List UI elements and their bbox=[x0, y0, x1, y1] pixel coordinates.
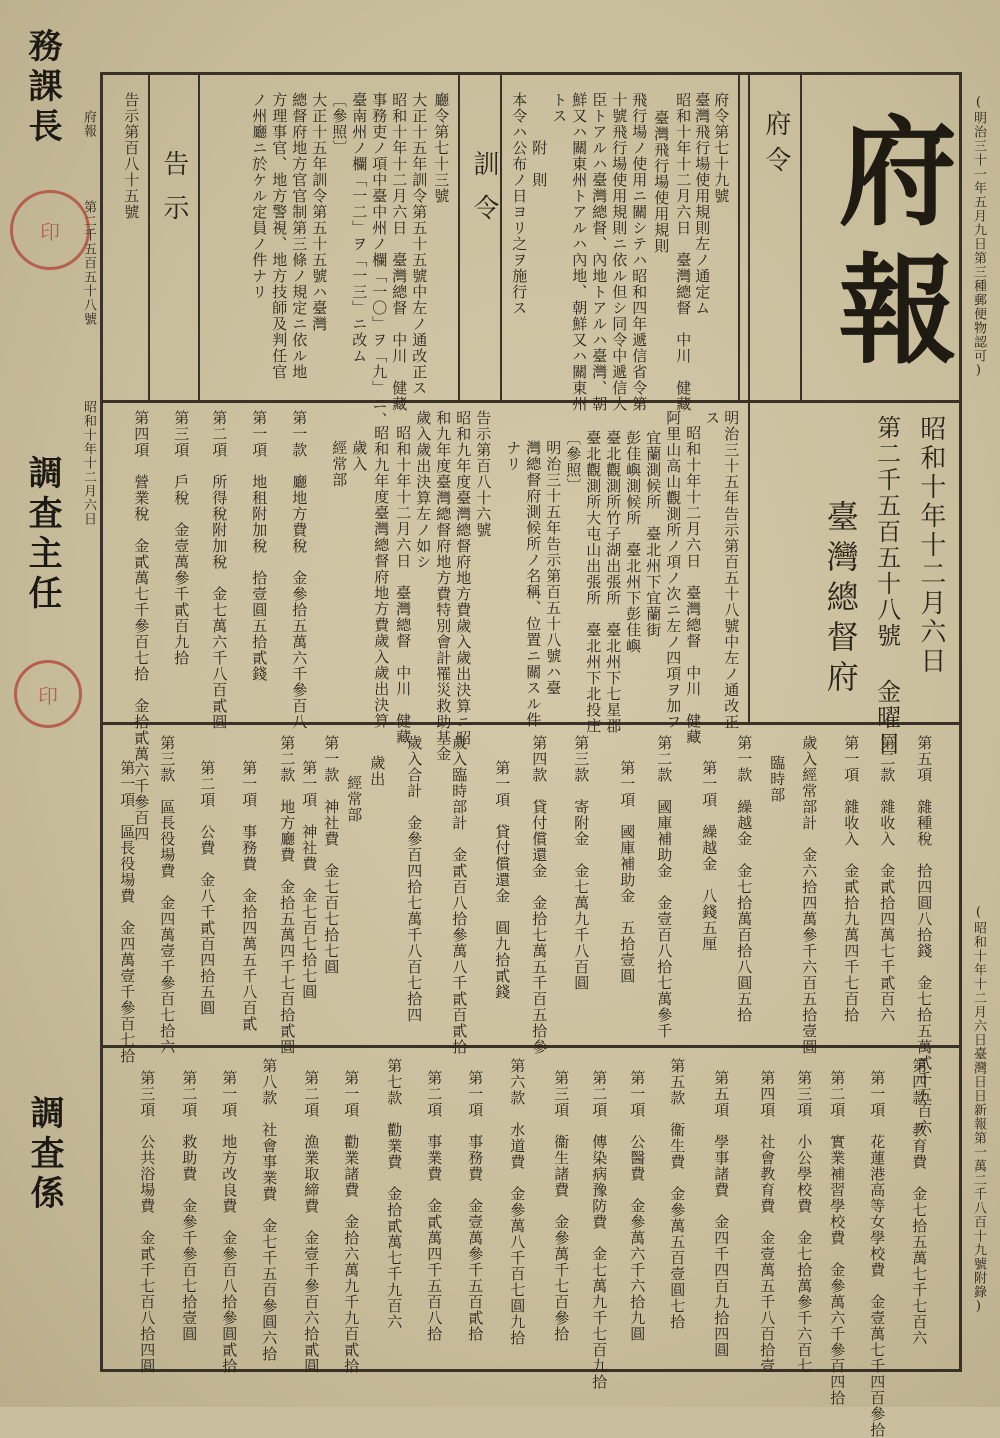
table-row: 第一款 繰越金 金七拾萬百拾八圓五拾 bbox=[735, 735, 754, 1023]
kunrei-col: 方理事官、地方警視、地方技師及判任官 bbox=[270, 92, 289, 380]
red-seal-top: 印 bbox=[10, 190, 90, 270]
table-row: 第一項 事務費 金拾四萬五千八百貳 bbox=[240, 760, 259, 1032]
notice186-col: 第一項 地租附加稅 拾壹圓五拾貳錢 bbox=[250, 410, 269, 682]
table-row: 第五項 雜種稅 拾四圓八拾錢 金七拾五萬貳千五百六 bbox=[915, 735, 934, 1135]
masthead-date: 昭和十年十二月六日 bbox=[915, 415, 946, 676]
table-row: 第五項 學事諸費 金四千四百九拾四圓 bbox=[712, 1070, 731, 1358]
table-row: 第二項 傳染病豫防費 金七萬九千七百九拾 bbox=[590, 1070, 609, 1390]
notice185-col: 彭佳嶼測候所 臺北州下彭佳嶼 bbox=[624, 430, 643, 654]
heading-kokuji: 告示 bbox=[158, 150, 189, 238]
table-row: 第一項 國庫補助金 五拾壹圓 bbox=[618, 760, 637, 984]
table-row: 歲入經常部計 金六拾四萬參千六百五拾壹圓 bbox=[800, 735, 819, 1055]
table-row: 第二款 雜收入 金貳拾四萬七千貳百六 bbox=[878, 735, 897, 1023]
notice185-col: ス bbox=[703, 410, 722, 426]
table-row: 第一項 區長役場費 金四萬壹千參百七拾 bbox=[118, 760, 137, 1064]
heading-kunrei: 訓令 bbox=[468, 150, 499, 238]
notice186-col: 第一款 廳地方費稅 金參拾五萬六千參百八 bbox=[290, 410, 309, 730]
table-row: 第三款 區長役場費 金四萬壹千參百七拾六 bbox=[158, 735, 177, 1055]
table-row: 第二項 實業補習學校費 金參萬六千參百四拾 bbox=[828, 1070, 847, 1406]
table-row: 第一項 勸業諸費 金拾六萬九千九百貳拾 bbox=[342, 1070, 361, 1374]
table-row: 經常部 bbox=[345, 775, 364, 823]
kunrei-col: 事務吏ノ項中臺中州ノ欄「一〇」ヲ「九」ニ、 bbox=[370, 92, 389, 428]
masthead-publisher: 臺灣總督府 bbox=[821, 500, 860, 700]
table-row: 第一項 雜收入 金貳拾九萬四千七百拾 bbox=[842, 735, 861, 1023]
furei-col: 府令第七十九號 bbox=[712, 92, 731, 204]
table-row: 臨時部 bbox=[768, 755, 787, 803]
table-row: 第二項 公費 金八千貳百四拾五圓 bbox=[198, 760, 217, 1016]
furei-col: 臺灣飛行場使用規則左ノ通定ム bbox=[693, 92, 712, 316]
notice185-col: 明治三十五年告示第百五十八號ハ臺 bbox=[544, 440, 563, 696]
notice185-col: 昭和十年十二月六日 臺灣總督 中川 健藏 bbox=[684, 425, 703, 745]
kunrei-col: 臺南州ノ欄「一二」ヲ「一三」ニ改ム bbox=[350, 92, 369, 364]
kunrei-col: ノ州廳ニ於ケル定員ノ件ナリ bbox=[250, 92, 269, 300]
table-row: 第三款 寄附金 金七萬九千八百圓 bbox=[572, 735, 591, 991]
table-row: 第四項 社會教育費 金壹萬五千八百拾壹 bbox=[758, 1070, 777, 1374]
furei-col: 臣トアルハ臺灣總督、內地トアルハ臺灣、朝 bbox=[590, 92, 609, 412]
notice186-col: 歲入歲出決算左ノ如シ bbox=[414, 410, 433, 570]
table-row: 第一項 地方改良費 金參百八拾參圓貳拾 bbox=[220, 1070, 239, 1374]
divider-upper bbox=[100, 400, 962, 403]
furei-col: 鮮又ハ關東州トアルハ內地、朝鮮又ハ關東州 bbox=[570, 92, 589, 412]
table-row: 第一項 神社費 金七百七拾七圓 bbox=[300, 760, 319, 1000]
notice186-col: 第二項 所得稅附加稅 金七萬六千八百貳圓 bbox=[210, 410, 229, 730]
table-row: 第五款 衞生費 金參萬五百壹圓七拾 bbox=[668, 1058, 687, 1330]
notice186-col: 第四項 營業稅 金貳萬七千參百七拾 金拾貳萬六千參百四 bbox=[132, 410, 151, 842]
furei-col: 昭和十年十二月六日 臺灣總督 中川 健藏 bbox=[674, 92, 693, 412]
red-seal-mid: 印 bbox=[14, 660, 82, 728]
table-row: 第一項 事務費 金壹萬參千五百貳拾 bbox=[466, 1070, 485, 1342]
table-row: 第二項 漁業取締費 金壹千參百六拾貳圓 bbox=[302, 1070, 321, 1374]
table-row: 第一款 神社費 金七百七拾七圓 bbox=[322, 735, 341, 975]
table-row: 第一項 貸付償還金 圓九拾貳錢 bbox=[493, 760, 512, 1000]
stamp-kacho: 務課長 bbox=[22, 28, 63, 148]
notice185-col: 灣總督府測候所ノ名稱、位置ニ關スル件 bbox=[524, 440, 543, 728]
table-row: 第七款 勸業費 金拾貳萬七千九百六 bbox=[385, 1058, 404, 1330]
notice185-col: 明治三十五年告示第百五十八號中左ノ通改正 bbox=[722, 410, 741, 730]
masthead-title: 府報 bbox=[818, 110, 958, 386]
notice186-col: 經常部 bbox=[330, 440, 349, 488]
notice185-col: 〔參照〕 bbox=[564, 430, 583, 494]
furei-col: 飛行場ノ使用ニ關シテハ昭和四年遞信省令第 bbox=[630, 92, 649, 412]
kunrei-col: 大正十五年訓令第五十五號中左ノ通改正ス bbox=[410, 92, 429, 396]
table-row: 第八款 社會事業費 金七千五百參圓六拾 bbox=[260, 1058, 279, 1362]
margin-supplement: (昭和十年十二月六日臺灣日日新報第一萬二千八百十九號附錄) bbox=[970, 905, 986, 1315]
table-row: 第一項 花蓮港高等女學校費 金壹萬七千四百參拾 bbox=[868, 1070, 887, 1438]
table-row: 第一項 繰越金 八錢五厘 bbox=[700, 760, 719, 952]
table-row: 第二款 國庫補助金 金壹百八拾七萬參千 bbox=[655, 735, 674, 1039]
notice186-col: 告示第百八十六號 bbox=[474, 410, 493, 538]
masthead-number: 第二千五百五十八號 金曜日 bbox=[872, 415, 901, 757]
table-row: 第三項 衞生諸費 金參萬千七百參拾 bbox=[552, 1070, 571, 1342]
table-row: 歲入臨時部計 金貳百八拾參萬八千貳百貳拾 bbox=[450, 735, 469, 1055]
furei-col: 十號飛行場使用規則ニ依ル但シ同令中遞信大 bbox=[610, 92, 629, 412]
notice185-col: 臺北觀測所竹子湖出張所 臺北州下七星郡 bbox=[604, 430, 623, 734]
table-row: 第四款 貸付償還金 金拾七萬五千百五拾參 bbox=[530, 735, 549, 1055]
notice186-col: 昭和九年度臺灣總督府地方費歲入歲出決算ニ昭 bbox=[454, 410, 473, 746]
heading-furei: 府令 bbox=[760, 110, 791, 182]
table-row: 歲出 bbox=[368, 755, 387, 787]
kunrei-col: 〔參照〕 bbox=[330, 92, 349, 156]
notice185-col: ナリ bbox=[504, 440, 523, 472]
kokuji-col: 告示第百八十五號 bbox=[122, 92, 141, 220]
kunrei-col: 大正十五年訓令第五十五號ハ臺灣 bbox=[310, 92, 329, 332]
furei-col: トス bbox=[550, 92, 569, 124]
table-row: 第一項 公醫費 金參萬六千六拾九圓 bbox=[628, 1070, 647, 1342]
notice185-col: 阿里山高山觀測所ノ項ノ次ニ左ノ四項ヲ加フ bbox=[664, 410, 683, 730]
furei-col: 臺灣飛行場使用規則 bbox=[652, 110, 671, 254]
left-date: 昭和十年十二月六日 bbox=[80, 400, 96, 526]
notice186-col: 歲入 bbox=[350, 440, 369, 472]
stamp-chosa-kakari: 調査係 bbox=[24, 1095, 65, 1215]
furei-col: 附 則 bbox=[530, 140, 549, 188]
table-row: 第三項 小公學校費 金七拾萬參千六百七 bbox=[795, 1070, 814, 1374]
kunrei-col: 昭和十年十二月六日 臺灣總督 中川 健藏 bbox=[390, 92, 409, 412]
notice186-col: 昭和十年十二月六日 臺灣總督 中川 健藏 bbox=[394, 425, 413, 745]
kunrei-col: 總督府地方官官制第三條ノ規定ニ依ル地 bbox=[290, 92, 309, 380]
notice186-col: 第三項 戶稅 金壹萬參千貳百九拾 bbox=[172, 410, 191, 666]
left-number: 第二千五百五十八號 bbox=[80, 200, 96, 326]
table-row: 第四款 教育費 金七拾五萬七千七百六 bbox=[910, 1058, 929, 1346]
furei-col: 本令ハ公布ノ日ヨリ之ヲ施行ス bbox=[510, 92, 529, 316]
table-row: 第二項 救助費 金參千參百七拾壹圓 bbox=[180, 1070, 199, 1342]
table-row: 第二款 地方廳費 金拾五萬四千七百拾貳圓 bbox=[278, 735, 297, 1055]
table-row: 第三項 公共浴場費 金貳千七百八拾四圓 bbox=[138, 1070, 157, 1374]
kunrei-col: 廳令第七十三號 bbox=[432, 92, 451, 204]
margin-permit: (明治三十一年五月九日第三種郵便物認可) bbox=[970, 95, 986, 379]
table-row: 第六款 水道費 金參萬八千百七圓九拾 bbox=[508, 1058, 527, 1346]
notice185-col: 宜蘭測候所 臺北州下宜蘭街 bbox=[644, 430, 663, 638]
left-paper-name: 府報 bbox=[80, 110, 96, 138]
notice185-col: 臺北觀測所大屯山出張所 臺北州下北投庄 bbox=[584, 430, 603, 734]
table-row: 歲入合計 金參百四拾七萬千八百七拾四 bbox=[405, 735, 424, 1023]
notice186-col: 和九年度臺灣總督府地方費特別會計罹災救助基金 bbox=[434, 410, 453, 762]
table-row: 第二項 事業費 金貳萬四千五百八拾 bbox=[425, 1070, 444, 1342]
stamp-chosa-shunin: 調査主任 bbox=[22, 455, 63, 615]
notice186-col: 昭和九年度臺灣總督府地方費歲入歲出決算 bbox=[372, 425, 391, 729]
